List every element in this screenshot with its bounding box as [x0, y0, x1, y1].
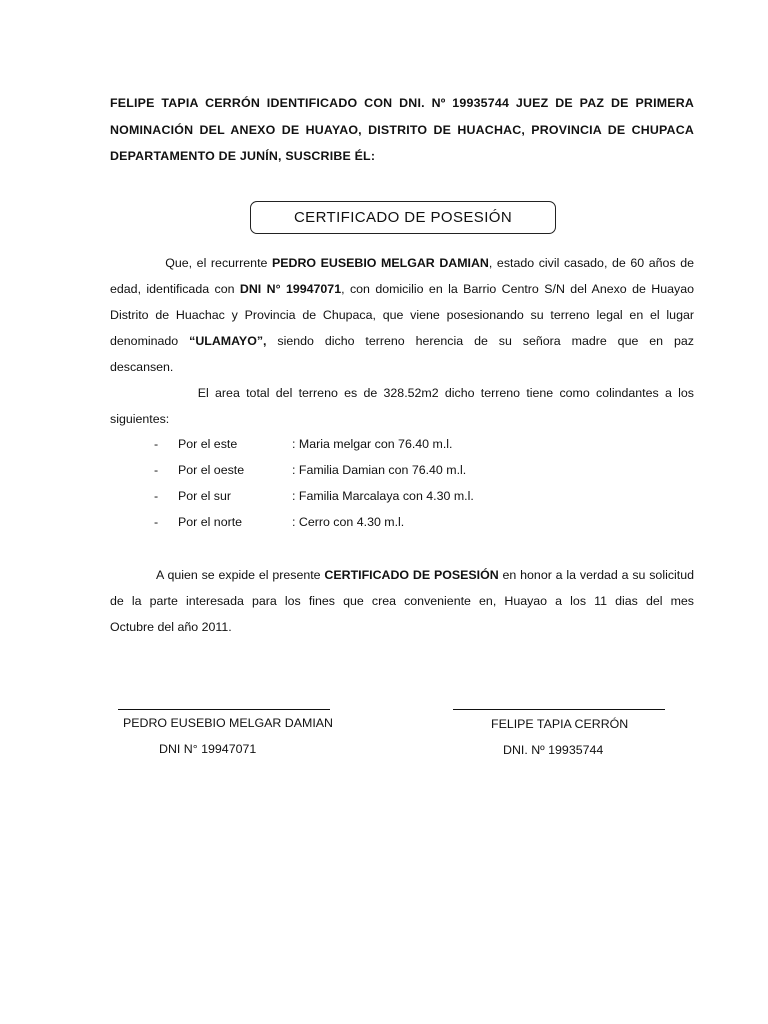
- left-signatory-name: PEDRO EUSEBIO MELGAR DAMIAN: [123, 716, 333, 730]
- paragraph3-line-3: Octubre del año 2011.: [110, 620, 232, 634]
- text-fragment: edad, identificada con: [110, 282, 240, 296]
- boundaries-list: [110, 431, 694, 535]
- text-fragment: en honor a la verdad a su solicitud: [498, 568, 695, 582]
- boundary-value: : Cerro con 4.30 m.l.: [292, 515, 405, 529]
- boundary-direction: Por el sur: [178, 489, 232, 503]
- paragraph2-line-1: [110, 380, 694, 406]
- list-bullet: -: [154, 437, 159, 451]
- boundary-direction: Por el norte: [178, 515, 243, 529]
- left-signature-line: [118, 709, 330, 710]
- paragraph1-line-1: [110, 250, 694, 276]
- list-item: [110, 509, 694, 535]
- list-bullet: -: [154, 515, 159, 529]
- boundary-direction: Por el este: [178, 437, 238, 451]
- document-title: [250, 201, 556, 234]
- paragraph1-line-5: descansen.: [110, 360, 174, 374]
- boundary-value: : Familia Marcalaya con 4.30 m.l.: [292, 489, 474, 503]
- text-fragment: Que, el recurrente: [165, 256, 272, 270]
- list-bullet: -: [154, 463, 159, 477]
- document-header: [110, 90, 694, 170]
- list-bullet: -: [154, 489, 159, 503]
- paragraph2-line-2: siguientes:: [110, 412, 170, 426]
- boundary-value: : Familia Damian con 76.40 m.l.: [292, 463, 467, 477]
- paragraph-expide: [110, 562, 694, 640]
- right-signatory-name: FELIPE TAPIA CERRÓN: [491, 717, 629, 731]
- document-title-text: CERTIFICADO DE POSESIÓN: [293, 209, 513, 226]
- owner-dni: DNI N° 19947071: [239, 282, 342, 296]
- paragraph1-line-4: [110, 328, 694, 354]
- place-name: “ULAMAYO”,: [189, 334, 267, 348]
- list-item: [110, 431, 694, 457]
- list-item: [110, 457, 694, 483]
- paragraph-recurrente: [110, 250, 694, 380]
- text-fragment: siendo dicho terreno herencia de su señora madre que en paz: [266, 334, 694, 348]
- list-item: [110, 483, 694, 509]
- certificate-name: CERTIFICADO DE POSESIÓN: [324, 568, 499, 582]
- paragraph3-line-1: [110, 562, 694, 588]
- paragraph3-line-2: de la parte interesada para los fines que crea conveniente en, Huayao a los 11 dias del mes: [110, 594, 694, 608]
- right-signature-line: [453, 709, 665, 710]
- text-fragment: , con domicilio en la Barrio Centro S/N del Anexo de Huayao: [341, 282, 694, 296]
- text-fragment: , estado civil casado, de 60 años de: [488, 256, 695, 270]
- right-signatory-dni: DNI. Nº 19935744: [503, 743, 604, 757]
- owner-name: PEDRO EUSEBIO MELGAR DAMIAN: [272, 256, 489, 270]
- boundary-value: : Maria melgar con 76.40 m.l.: [292, 437, 453, 451]
- text-fragment: denominado: [110, 334, 190, 348]
- text-fragment: A quien se expide el presente: [156, 568, 325, 582]
- paragraph1-line-2: [110, 276, 694, 302]
- text-fragment: El area total del terreno es de 328.52m2 dicho terreno tiene como colindantes a los: [191, 386, 694, 400]
- header-line-3: DEPARTAMENTO DE JUNÍN, SUSCRIBE ÉL:: [110, 149, 376, 163]
- paragraph1-line-3: Distrito de Huachac y Provincia de Chupaca, que viene posesionando su terreno legal en el lugar: [110, 308, 694, 322]
- header-line-1: FELIPE TAPIA CERRÓN IDENTIFICADO CON DNI. Nº 19935744 JUEZ DE PAZ DE PRIMERA: [110, 96, 694, 110]
- boundary-direction: Por el oeste: [178, 463, 245, 477]
- paragraph-area: [110, 380, 694, 432]
- left-signatory-dni: DNI N° 19947071: [159, 742, 257, 756]
- header-line-2: NOMINACIÓN DEL ANEXO DE HUAYAO, DISTRITO DE HUACHAC, PROVINCIA DE CHUPACA: [110, 122, 694, 137]
